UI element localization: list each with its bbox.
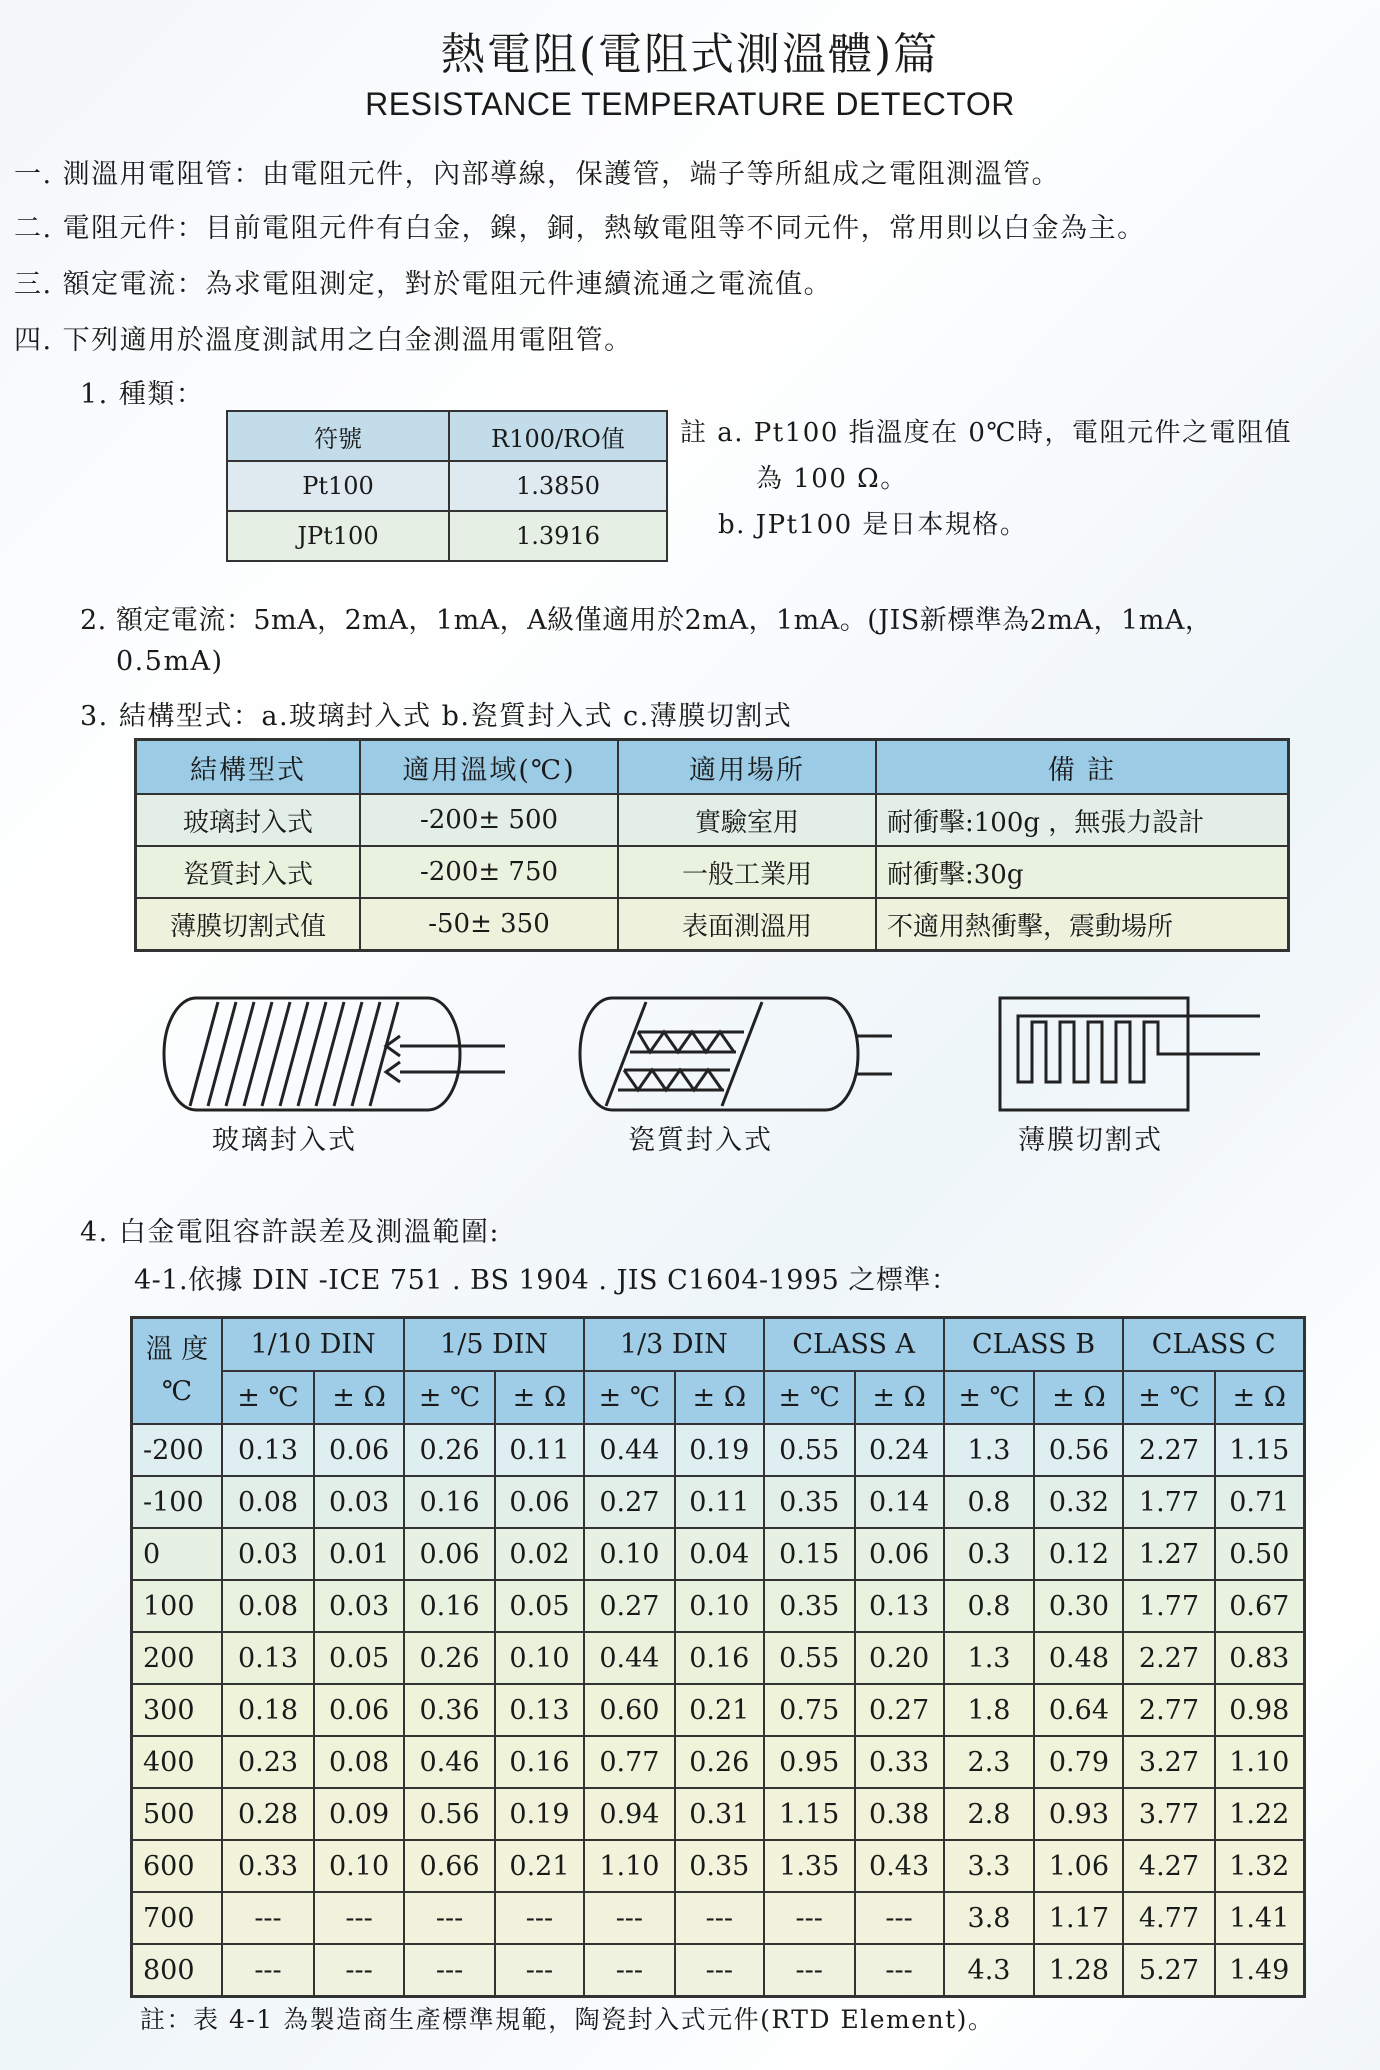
tolerance-cell: 0.01 bbox=[314, 1528, 404, 1580]
temperature-cell: 500 bbox=[132, 1788, 223, 1840]
note-a-line2: 為 100 Ω。 bbox=[756, 464, 908, 494]
tolerance-cell: 0.8 bbox=[944, 1580, 1035, 1632]
tolerance-cell: --- bbox=[584, 1892, 675, 1944]
temperature-header-unit: ℃ bbox=[161, 1376, 193, 1407]
table-row bbox=[132, 1840, 1305, 1892]
tolerance-cell: 0.21 bbox=[495, 1840, 584, 1892]
tolerance-cell: 0.55 bbox=[764, 1632, 855, 1684]
tolerance-cell: --- bbox=[855, 1944, 944, 1997]
tolerance-cell: 0.60 bbox=[584, 1684, 675, 1736]
temperature-cell: 400 bbox=[132, 1736, 223, 1788]
temperature-cell: 100 bbox=[132, 1580, 223, 1632]
table-row bbox=[132, 1892, 1305, 1944]
temperature-cell: 300 bbox=[132, 1684, 223, 1736]
tolerance-cell: 4.3 bbox=[944, 1944, 1035, 1997]
temperature-header-label: 溫 度 bbox=[145, 1334, 209, 1365]
tolerance-cell: --- bbox=[404, 1892, 495, 1944]
tolerance-cell: 0.10 bbox=[495, 1632, 584, 1684]
tolerance-cell: 0.32 bbox=[1034, 1476, 1123, 1528]
unit-header-celsius: ± ℃ bbox=[764, 1371, 855, 1424]
tolerance-cell: 1.10 bbox=[584, 1840, 675, 1892]
glass-element-caption: 玻璃封入式 bbox=[212, 1125, 357, 1156]
tolerance-cell: 1.15 bbox=[1215, 1424, 1305, 1476]
unit-header-ohm: ± Ω bbox=[1215, 1371, 1305, 1424]
temperature-cell: -100 bbox=[132, 1476, 223, 1528]
tolerance-cell: 0.18 bbox=[222, 1684, 314, 1736]
tolerance-cell: --- bbox=[314, 1944, 404, 1997]
tolerance-cell: 0.03 bbox=[314, 1580, 404, 1632]
tolerance-cell: 0.46 bbox=[404, 1736, 495, 1788]
table-cell: 實驗室用 bbox=[618, 794, 876, 846]
tolerance-cell: 0.16 bbox=[495, 1736, 584, 1788]
tolerance-cell: 0.08 bbox=[222, 1580, 314, 1632]
section-2-line1: 2. 額定電流：5mA，2mA，1mA，A級僅適用於2mA，1mA。(JIS新標準為2mA，1mA， bbox=[80, 605, 1213, 636]
intro-item-4: 四. 下列適用於溫度測試用之白金測溫用電阻管。 bbox=[14, 325, 633, 356]
table-cell: -200± 500 bbox=[360, 794, 618, 846]
note-a-line1: 註 a. Pt100 指溫度在 0℃時，電阻元件之電阻值 bbox=[680, 418, 1293, 448]
temperature-cell: 0 bbox=[132, 1528, 223, 1580]
section-1-heading: 1. 種類： bbox=[80, 379, 205, 410]
intro-item-1: 一. 測溫用電阻管：由電阻元件，內部導線，保護管，端子等所組成之電阻測溫管。 bbox=[14, 159, 1061, 190]
tolerance-cell: --- bbox=[764, 1892, 855, 1944]
table-row bbox=[132, 1788, 1305, 1840]
table-cell: 表面測溫用 bbox=[618, 898, 876, 951]
unit-header-ohm: ± Ω bbox=[675, 1371, 764, 1424]
table-header-cell: 適用溫域(℃) bbox=[360, 740, 618, 795]
tolerance-cell: 1.22 bbox=[1215, 1788, 1305, 1840]
tolerance-cell: 3.3 bbox=[944, 1840, 1035, 1892]
tolerance-cell: 0.79 bbox=[1034, 1736, 1123, 1788]
table-row bbox=[132, 1944, 1305, 1997]
tolerance-cell: 0.08 bbox=[314, 1736, 404, 1788]
table-row bbox=[132, 1632, 1305, 1684]
tolerance-cell: 0.06 bbox=[314, 1424, 404, 1476]
tolerance-cell: 0.93 bbox=[1034, 1788, 1123, 1840]
tolerance-cell: --- bbox=[495, 1944, 584, 1997]
tolerance-cell: 1.15 bbox=[764, 1788, 855, 1840]
ceramic-element-caption: 瓷質封入式 bbox=[628, 1125, 773, 1156]
tolerance-cell: 0.35 bbox=[764, 1476, 855, 1528]
unit-header-celsius: ± ℃ bbox=[944, 1371, 1035, 1424]
intro-item-2: 二. 電阻元件：目前電阻元件有白金，鎳，銅，熱敏電阻等不同元件，常用則以白金為主。 bbox=[14, 213, 1146, 244]
tolerance-cell: --- bbox=[314, 1892, 404, 1944]
tolerance-cell: 0.38 bbox=[855, 1788, 944, 1840]
unit-header-celsius: ± ℃ bbox=[584, 1371, 675, 1424]
section-4-heading: 4. 白金電阻容許誤差及測溫範圍: bbox=[80, 1217, 500, 1248]
tolerance-cell: 0.56 bbox=[1034, 1424, 1123, 1476]
table-cell: 1.3916 bbox=[449, 511, 667, 561]
table-row bbox=[132, 1528, 1305, 1580]
tolerance-cell: 0.02 bbox=[495, 1528, 584, 1580]
section-4-subheading: 4-1.依據 DIN -ICE 751 . BS 1904 . JIS C1604-1995 之標準： bbox=[134, 1265, 959, 1296]
tolerance-cell: 4.77 bbox=[1123, 1892, 1214, 1944]
page-title: 熱電阻(電阻式測溫體)篇 bbox=[440, 29, 940, 80]
tolerance-cell: 2.8 bbox=[944, 1788, 1035, 1840]
tolerance-cell: 0.43 bbox=[855, 1840, 944, 1892]
tolerance-cell: 0.50 bbox=[1215, 1528, 1305, 1580]
tolerance-cell: 0.3 bbox=[944, 1528, 1035, 1580]
tolerance-cell: 0.33 bbox=[855, 1736, 944, 1788]
tolerance-cell: --- bbox=[222, 1944, 314, 1997]
tolerance-cell: 1.77 bbox=[1123, 1476, 1214, 1528]
tolerance-cell: 0.19 bbox=[495, 1788, 584, 1840]
tolerance-cell: 0.03 bbox=[222, 1528, 314, 1580]
class-header: 1/10 DIN bbox=[222, 1318, 404, 1372]
tolerance-cell: 0.16 bbox=[404, 1476, 495, 1528]
tolerance-cell: 0.94 bbox=[584, 1788, 675, 1840]
tolerance-cell: --- bbox=[675, 1944, 764, 1997]
tolerance-cell: 0.20 bbox=[855, 1632, 944, 1684]
unit-header-ohm: ± Ω bbox=[1034, 1371, 1123, 1424]
tolerance-cell: 0.05 bbox=[495, 1580, 584, 1632]
tolerance-cell: 0.26 bbox=[404, 1632, 495, 1684]
tolerance-cell: 1.41 bbox=[1215, 1892, 1305, 1944]
table-cell: Pt100 bbox=[227, 461, 449, 511]
table-row bbox=[132, 1684, 1305, 1736]
temperature-cell: 600 bbox=[132, 1840, 223, 1892]
table-header-row bbox=[132, 1318, 1305, 1372]
tolerance-cell: 1.3 bbox=[944, 1632, 1035, 1684]
temperature-cell: 800 bbox=[132, 1944, 223, 1997]
table-cell: 薄膜切割式值 bbox=[136, 898, 361, 951]
tolerance-cell: 4.27 bbox=[1123, 1840, 1214, 1892]
table-cell: -200± 750 bbox=[360, 846, 618, 898]
table-row bbox=[227, 461, 667, 511]
tolerance-cell: 5.27 bbox=[1123, 1944, 1214, 1997]
tolerance-cell: 0.44 bbox=[584, 1632, 675, 1684]
table-header-row bbox=[136, 740, 1289, 795]
tolerance-cell: 2.27 bbox=[1123, 1632, 1214, 1684]
tolerance-cell: 3.27 bbox=[1123, 1736, 1214, 1788]
tolerance-cell: 1.32 bbox=[1215, 1840, 1305, 1892]
table-cell: 耐衝擊:100g ，無張力設計 bbox=[876, 794, 1289, 846]
tolerance-cell: 0.35 bbox=[675, 1840, 764, 1892]
tolerance-cell: 0.71 bbox=[1215, 1476, 1305, 1528]
tolerance-cell: 1.10 bbox=[1215, 1736, 1305, 1788]
tolerance-cell: 1.35 bbox=[764, 1840, 855, 1892]
table-cell: 1.3850 bbox=[449, 461, 667, 511]
tolerance-cell: 0.16 bbox=[404, 1580, 495, 1632]
tolerance-cell: 1.28 bbox=[1034, 1944, 1123, 1997]
tolerance-cell: 0.13 bbox=[222, 1632, 314, 1684]
tolerance-cell: 0.67 bbox=[1215, 1580, 1305, 1632]
tolerance-cell: 0.77 bbox=[584, 1736, 675, 1788]
table-header-cell: 適用場所 bbox=[618, 740, 876, 795]
tolerance-cell: 0.14 bbox=[855, 1476, 944, 1528]
thin-film-element-caption: 薄膜切割式 bbox=[1018, 1125, 1163, 1156]
tolerance-cell: 0.26 bbox=[404, 1424, 495, 1476]
tolerance-cell: 0.16 bbox=[675, 1632, 764, 1684]
tolerance-cell: 0.48 bbox=[1034, 1632, 1123, 1684]
tolerance-cell: 1.8 bbox=[944, 1684, 1035, 1736]
tolerance-cell: --- bbox=[495, 1892, 584, 1944]
tolerance-cell: --- bbox=[222, 1892, 314, 1944]
temperature-cell: 200 bbox=[132, 1632, 223, 1684]
tolerance-cell: 0.11 bbox=[675, 1476, 764, 1528]
tolerance-cell: 0.28 bbox=[222, 1788, 314, 1840]
tolerance-cell: --- bbox=[675, 1892, 764, 1944]
table-cell: 瓷質封入式 bbox=[136, 846, 361, 898]
table-cell: 耐衝擊:30g bbox=[876, 846, 1289, 898]
tolerance-cell: 0.30 bbox=[1034, 1580, 1123, 1632]
tolerance-cell: 0.24 bbox=[855, 1424, 944, 1476]
table-header-cell: 符號 bbox=[227, 411, 449, 461]
unit-header-celsius: ± ℃ bbox=[1123, 1371, 1214, 1424]
tolerance-cell: 0.05 bbox=[314, 1632, 404, 1684]
tolerance-cell: --- bbox=[764, 1944, 855, 1997]
tolerance-cell: 0.11 bbox=[495, 1424, 584, 1476]
table-header-cell: 備 註 bbox=[876, 740, 1289, 795]
tolerance-cell: 0.06 bbox=[495, 1476, 584, 1528]
table-header-cell: R100/RO值 bbox=[449, 411, 667, 461]
tolerance-cell: 0.13 bbox=[222, 1424, 314, 1476]
tolerance-cell: 0.27 bbox=[855, 1684, 944, 1736]
tolerance-cell: 2.77 bbox=[1123, 1684, 1214, 1736]
tolerance-cell: 0.36 bbox=[404, 1684, 495, 1736]
tolerance-cell: 1.3 bbox=[944, 1424, 1035, 1476]
tolerance-cell: 0.08 bbox=[222, 1476, 314, 1528]
tolerance-cell: 0.21 bbox=[675, 1684, 764, 1736]
table-row bbox=[132, 1736, 1305, 1788]
thin-film-element-diagram bbox=[998, 994, 1268, 1116]
tolerance-cell: 0.23 bbox=[222, 1736, 314, 1788]
tolerance-cell: --- bbox=[584, 1944, 675, 1997]
tolerance-cell: 3.77 bbox=[1123, 1788, 1214, 1840]
temperature-header bbox=[132, 1318, 223, 1425]
tolerance-cell: 3.8 bbox=[944, 1892, 1035, 1944]
class-header: CLASS C bbox=[1123, 1318, 1304, 1372]
table-header-cell: 結構型式 bbox=[136, 740, 361, 795]
tolerance-cell: 0.64 bbox=[1034, 1684, 1123, 1736]
tolerance-cell: 0.06 bbox=[404, 1528, 495, 1580]
table-cell: 玻璃封入式 bbox=[136, 794, 361, 846]
tolerance-cell: 0.56 bbox=[404, 1788, 495, 1840]
tolerance-table-body bbox=[132, 1424, 1305, 1997]
tolerance-cell: 0.15 bbox=[764, 1528, 855, 1580]
tolerance-cell: 0.12 bbox=[1034, 1528, 1123, 1580]
structure-table bbox=[134, 738, 1290, 952]
tolerance-cell: 0.31 bbox=[675, 1788, 764, 1840]
tolerance-cell: 0.06 bbox=[855, 1528, 944, 1580]
tolerance-cell: 0.75 bbox=[764, 1684, 855, 1736]
tolerance-cell: 0.27 bbox=[584, 1580, 675, 1632]
tolerance-cell: 0.98 bbox=[1215, 1684, 1305, 1736]
class-header: CLASS A bbox=[764, 1318, 944, 1372]
tolerance-cell: 1.77 bbox=[1123, 1580, 1214, 1632]
tolerance-cell: 0.33 bbox=[222, 1840, 314, 1892]
tolerance-cell: 1.17 bbox=[1034, 1892, 1123, 1944]
tolerance-cell: 0.26 bbox=[675, 1736, 764, 1788]
tolerance-cell: 0.35 bbox=[764, 1580, 855, 1632]
unit-header-celsius: ± ℃ bbox=[404, 1371, 495, 1424]
page-subtitle: RESISTANCE TEMPERATURE DETECTOR bbox=[365, 86, 1015, 122]
glass-element-diagram bbox=[160, 990, 520, 1120]
table-row bbox=[132, 1424, 1305, 1476]
section-3-heading: 3. 結構型式：a.玻璃封入式 b.瓷質封入式 c.薄膜切割式 bbox=[80, 701, 793, 732]
tolerance-cell: 0.83 bbox=[1215, 1632, 1305, 1684]
tolerance-cell: 1.49 bbox=[1215, 1944, 1305, 1997]
table-row bbox=[132, 1476, 1305, 1528]
tolerance-cell: 0.10 bbox=[314, 1840, 404, 1892]
tolerance-cell: 0.13 bbox=[495, 1684, 584, 1736]
tolerance-cell: 0.95 bbox=[764, 1736, 855, 1788]
tolerance-cell: 1.06 bbox=[1034, 1840, 1123, 1892]
ceramic-element-diagram bbox=[572, 990, 912, 1120]
table-cell: -50± 350 bbox=[360, 898, 618, 951]
tolerance-cell: 0.10 bbox=[584, 1528, 675, 1580]
tolerance-cell: 0.10 bbox=[675, 1580, 764, 1632]
class-header: 1/5 DIN bbox=[404, 1318, 584, 1372]
tolerance-cell: 2.3 bbox=[944, 1736, 1035, 1788]
table-cell: 不適用熱衝擊，震動場所 bbox=[876, 898, 1289, 951]
unit-header-celsius: ± ℃ bbox=[222, 1371, 314, 1424]
table-header-row bbox=[227, 411, 667, 461]
tolerance-cell: 0.27 bbox=[584, 1476, 675, 1528]
tolerance-cell: --- bbox=[855, 1892, 944, 1944]
tolerance-cell: 0.03 bbox=[314, 1476, 404, 1528]
tolerance-table bbox=[130, 1316, 1306, 1998]
class-header: CLASS B bbox=[944, 1318, 1124, 1372]
table-row bbox=[227, 511, 667, 561]
temperature-cell: 700 bbox=[132, 1892, 223, 1944]
type-table bbox=[226, 410, 668, 562]
tolerance-cell: 2.27 bbox=[1123, 1424, 1214, 1476]
tolerance-cell: 0.8 bbox=[944, 1476, 1035, 1528]
temperature-cell: -200 bbox=[132, 1424, 223, 1476]
tolerance-cell: 0.55 bbox=[764, 1424, 855, 1476]
tolerance-cell: 0.19 bbox=[675, 1424, 764, 1476]
tolerance-cell: 0.04 bbox=[675, 1528, 764, 1580]
tolerance-cell: 0.44 bbox=[584, 1424, 675, 1476]
tolerance-cell: 0.09 bbox=[314, 1788, 404, 1840]
table-row bbox=[136, 794, 1289, 846]
unit-header-ohm: ± Ω bbox=[314, 1371, 404, 1424]
table-cell: JPt100 bbox=[227, 511, 449, 561]
tolerance-cell: 1.27 bbox=[1123, 1528, 1214, 1580]
section-2-line2: 0.5mA) bbox=[116, 646, 224, 677]
table-row bbox=[132, 1580, 1305, 1632]
unit-header-ohm: ± Ω bbox=[855, 1371, 944, 1424]
table-row bbox=[136, 898, 1289, 951]
footnote: 註：表 4-1 為製造商生產標準規範，陶瓷封入式元件(RTD Element)。 bbox=[140, 2005, 995, 2034]
note-b: b. JPt100 是日本規格。 bbox=[718, 510, 1028, 540]
table-cell: 一般工業用 bbox=[618, 846, 876, 898]
tolerance-cell: --- bbox=[404, 1944, 495, 1997]
unit-header-ohm: ± Ω bbox=[495, 1371, 584, 1424]
class-header: 1/3 DIN bbox=[584, 1318, 764, 1372]
tolerance-cell: 0.06 bbox=[314, 1684, 404, 1736]
unit-header-row bbox=[132, 1371, 1305, 1424]
tolerance-cell: 0.13 bbox=[855, 1580, 944, 1632]
tolerance-cell: 0.66 bbox=[404, 1840, 495, 1892]
intro-item-3: 三. 額定電流：為求電阻測定，對於電阻元件連續流通之電流值。 bbox=[14, 269, 833, 300]
table-row bbox=[136, 846, 1289, 898]
